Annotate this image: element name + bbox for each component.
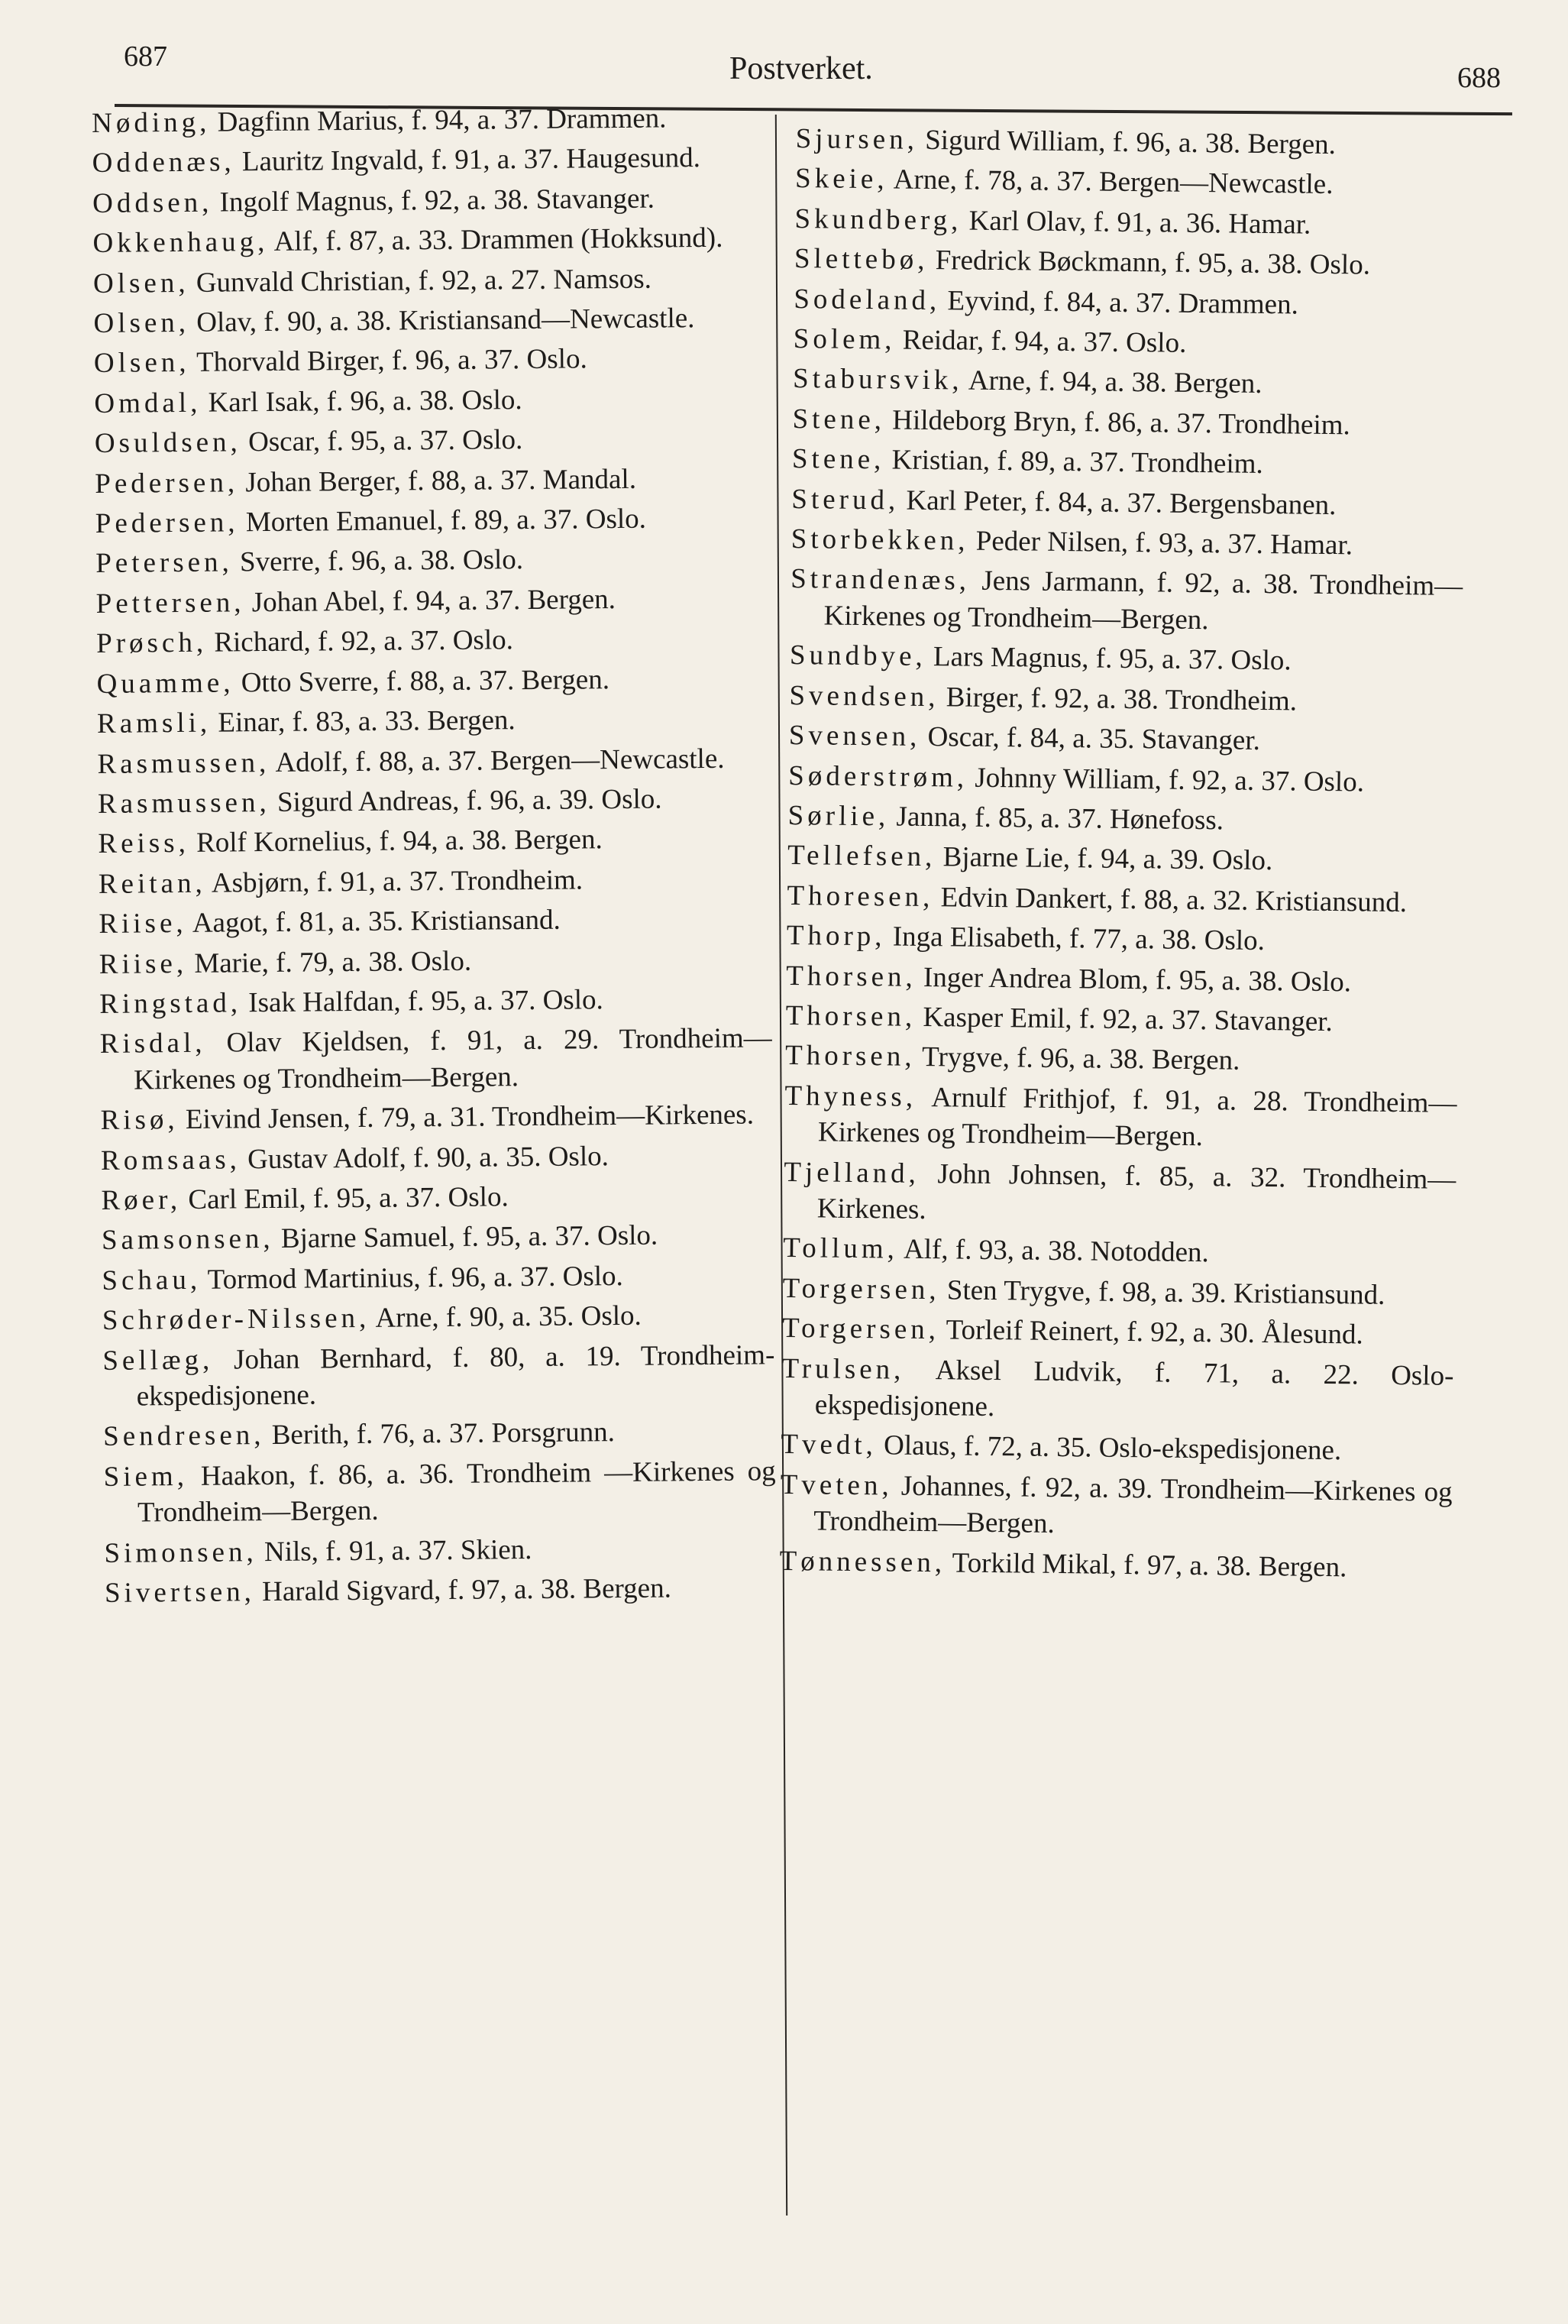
entry-details: Inga Elisabeth, f. 77, a. 38. Oslo. <box>885 921 1266 957</box>
entry-surname: Nøding, <box>92 106 211 139</box>
directory-entry <box>99 940 771 982</box>
entry-details: Gunvald Christian, f. 92, a. 27. Namsos. <box>189 263 652 299</box>
entry-surname: Sodeland, <box>794 283 941 316</box>
entry-details: Alf, f. 93, a. 38. Notodden. <box>897 1233 1210 1269</box>
directory-entry <box>790 561 1463 641</box>
directory-entry <box>92 99 764 141</box>
directory-entry <box>783 1230 1455 1274</box>
entry-surname: Pedersen, <box>95 507 239 540</box>
entry-surname: Risdal, <box>99 1028 206 1060</box>
directory-entry <box>103 1413 775 1455</box>
entry-details: Sverre, f. 96, a. 38. Oslo. <box>232 544 524 578</box>
entry-surname: Thorsen, <box>784 1040 916 1073</box>
entry-details: Kristian, f. 89, a. 37. Trondheim. <box>884 444 1264 481</box>
entry-details: Einar, f. 83, a. 33. Bergen. <box>210 704 516 739</box>
directory-entry <box>95 500 768 542</box>
directory-entry <box>786 957 1458 1001</box>
entry-details: Janna, f. 85, a. 37. Hønefoss. <box>889 801 1224 837</box>
entry-surname: Stene, <box>791 443 885 476</box>
entry-surname: Okkenhaug, <box>92 226 269 260</box>
entry-details: Carl Emil, f. 95, a. 37. Oslo. <box>181 1181 509 1215</box>
entry-surname: Osuldsen, <box>94 426 242 460</box>
left-column <box>92 99 777 1615</box>
entry-details: Ingolf Magnus, f. 92, a. 38. Stavanger. <box>212 183 655 218</box>
entry-surname: Ramsli, <box>96 707 212 740</box>
entry-details: Fredrick Bøckmann, f. 95, a. 38. Oslo. <box>928 244 1371 281</box>
entry-surname: Oddsen, <box>92 186 213 219</box>
entry-surname: Tollum, <box>783 1232 899 1265</box>
entry-surname: Stabursvik, <box>792 363 963 397</box>
entry-details: Johannes, f. 92, a. 39. Trondheim—Kirkenes og Trondheim—Bergen. <box>813 1470 1453 1540</box>
entry-surname: Pettersen, <box>95 587 245 620</box>
directory-entry <box>784 1078 1457 1158</box>
entry-details: Karl Peter, f. 84, a. 37. Bergensbanen. <box>899 484 1337 521</box>
entry-surname: Prøsch, <box>95 626 208 660</box>
entry-details: Johnny William, f. 92, a. 37. Oslo. <box>967 762 1365 798</box>
entry-surname: Samsonsen, <box>101 1223 274 1257</box>
entry-surname: Solem, <box>793 323 896 356</box>
entry-surname: Reiss, <box>98 827 190 860</box>
entry-details: Lars Magnus, f. 95, a. 37. Oslo. <box>926 641 1292 677</box>
directory-entry <box>97 700 769 742</box>
entry-surname: Strandenæs, <box>790 563 971 597</box>
entry-details: Johan Abel, f. 94, a. 37. Bergen. <box>244 583 616 619</box>
directory-entry <box>92 140 764 182</box>
entry-details: Karl Isak, f. 96, a. 38. Oslo. <box>201 384 522 419</box>
entry-surname: Thoresen, <box>787 879 934 913</box>
entry-details: Berith, f. 76, a. 37. Porsgrunn. <box>264 1416 616 1452</box>
entry-details: Lauritz Ingvald, f. 91, a. 37. Haugesund. <box>234 142 701 178</box>
entry-details: Oscar, f. 95, a. 37. Oslo. <box>241 424 523 458</box>
directory-entry <box>92 180 765 222</box>
entry-details: Sigurd William, f. 96, a. 38. Bergen. <box>917 124 1337 161</box>
directory-entry <box>104 1529 776 1571</box>
entry-details: Johan Bernhard, f. 80, a. 19. Trondheim-ekspedisjonene. <box>136 1338 775 1413</box>
entry-surname: Torgersen, <box>781 1313 940 1346</box>
entry-details: Aksel Ludvik, f. 71, a. 22. Oslo-ekspedisjonene. <box>814 1354 1454 1423</box>
directory-entry <box>794 201 1466 244</box>
directory-entry <box>787 918 1459 961</box>
directory-entry <box>99 900 771 942</box>
entry-surname: Røer, <box>101 1184 182 1216</box>
directory-entry <box>102 1217 774 1259</box>
directory-entry <box>793 321 1465 364</box>
entry-surname: Simonsen, <box>104 1536 257 1569</box>
directory-entry <box>102 1337 775 1415</box>
entry-details: Dagfinn Marius, f. 94, a. 37. Drammen. <box>210 102 667 138</box>
directory-entry <box>100 1096 772 1138</box>
directory-entry <box>94 380 766 422</box>
entry-details: Hildeborg Bryn, f. 86, a. 37. Trondheim. <box>884 404 1351 442</box>
entry-surname: Tellefsen, <box>787 840 936 873</box>
directory-entry <box>98 780 770 822</box>
entry-surname: Petersen, <box>95 546 234 580</box>
entry-details: Kasper Emil, f. 92, a. 37. Stavanger. <box>915 1001 1334 1037</box>
directory-entry <box>781 1426 1453 1470</box>
entry-surname: Pedersen, <box>95 466 239 500</box>
directory-entry <box>102 1296 774 1338</box>
directory-entry <box>99 980 771 1022</box>
directory-entry <box>95 420 767 462</box>
entry-surname: Stene, <box>792 403 886 436</box>
entry-details: Isak Halfdan, f. 95, a. 37. Oslo. <box>241 984 603 1019</box>
running-title: Postverket. <box>729 51 873 86</box>
entry-surname: Tjelland, <box>784 1156 920 1190</box>
entry-surname: Rasmussen, <box>97 746 270 780</box>
entry-surname: Sellæg, <box>102 1344 214 1377</box>
directory-entry <box>785 1037 1457 1081</box>
entry-details: Aagot, f. 81, a. 35. Kristiansand. <box>186 904 561 940</box>
entry-details: Arnulf Frithjof, f. 91, a. 28. Trondheim—Kirkenes og Trondheim—Bergen. <box>817 1081 1457 1153</box>
directory-entry <box>792 401 1464 445</box>
entry-details: Inger Andrea Blom, f. 95, a. 38. Oslo. <box>916 961 1352 998</box>
entry-surname: Søderstrøm, <box>788 759 968 794</box>
entry-surname: Torgersen, <box>782 1272 940 1306</box>
directory-entry <box>94 340 766 382</box>
entry-details: Olav Kjeldsen, f. 91, a. 29. Trondheim—Kirkenes og Trondheim—Bergen. <box>133 1022 772 1096</box>
entry-details: Morten Emanuel, f. 89, a. 37. Oslo. <box>238 503 647 539</box>
entry-details: John Johnsen, f. 85, a. 32. Trondheim—Kirkenes. <box>816 1157 1456 1225</box>
entry-surname: Omdal, <box>94 387 202 419</box>
entry-surname: Svendsen, <box>789 679 939 713</box>
entry-surname: Reitan, <box>98 867 206 900</box>
entry-surname: Tønnessen, <box>779 1545 946 1578</box>
entry-details: Reidar, f. 94, a. 37. Oslo. <box>895 324 1187 359</box>
entry-surname: Trulsen, <box>781 1352 905 1386</box>
directory-entry <box>794 281 1466 325</box>
directory-entry <box>787 798 1460 841</box>
directory-entry <box>95 460 767 502</box>
entry-surname: Thorsen, <box>785 999 917 1033</box>
directory-entry <box>95 580 768 622</box>
entry-details: Torleif Reinert, f. 92, a. 30. Ålesund. <box>939 1314 1363 1351</box>
page-header <box>0 0 1568 115</box>
entry-surname: Sivertsen, <box>104 1576 256 1609</box>
directory-entry <box>782 1310 1454 1354</box>
entry-surname: Riise, <box>99 908 187 940</box>
entry-details: Torkild Mikal, f. 97, a. 38. Bergen. <box>945 1546 1347 1583</box>
entry-details: Olav, f. 90, a. 38. Kristiansand—Newcastle. <box>189 303 695 338</box>
entry-surname: Skeie, <box>794 163 888 196</box>
entry-surname: Romsaas, <box>100 1143 241 1177</box>
directory-entry <box>781 1350 1454 1430</box>
entry-details: Asbjørn, f. 91, a. 37. Trondheim. <box>205 864 584 899</box>
entry-surname: Tvedt, <box>781 1429 878 1461</box>
entry-details: Arne, f. 94, a. 38. Bergen. <box>962 364 1262 400</box>
directory-entry <box>93 299 765 341</box>
directory-entry <box>784 1154 1456 1234</box>
directory-entry <box>93 260 765 302</box>
entry-details: Edvin Dankert, f. 88, a. 32. Kristiansund. <box>933 881 1408 918</box>
entry-surname: Skundberg, <box>794 202 962 237</box>
page-number-right: 688 <box>1457 62 1501 94</box>
directory-entry <box>791 521 1463 565</box>
entry-surname: Svensen, <box>788 720 921 753</box>
entry-details: Sigurd Andreas, f. 96, a. 39. Oslo. <box>270 783 662 818</box>
directory-entry <box>785 998 1457 1041</box>
directory-entry <box>788 757 1460 801</box>
entry-details: Marie, f. 79, a. 38. Oslo. <box>186 945 472 979</box>
entry-details: Bjarne Lie, f. 94, a. 39. Oslo. <box>936 841 1273 877</box>
directory-entry <box>795 160 1467 204</box>
entry-details: Adolf, f. 88, a. 37. Bergen—Newcastle. <box>270 743 725 778</box>
directory-entry <box>92 220 765 262</box>
entry-details: Gustav Adolf, f. 90, a. 35. Oslo. <box>240 1140 609 1175</box>
entry-details: Peder Nilsen, f. 93, a. 37. Hamar. <box>968 525 1353 562</box>
entry-details: Richard, f. 92, a. 37. Oslo. <box>206 624 514 659</box>
directory-entry <box>782 1270 1454 1314</box>
entry-details: Thorvald Birger, f. 96, a. 37. Oslo. <box>189 343 587 379</box>
directory-entry <box>795 121 1467 164</box>
directory-entry <box>789 678 1461 721</box>
entry-surname: Sjursen, <box>795 122 919 156</box>
directory-entry <box>101 1137 773 1179</box>
entry-details: Nils, f. 91, a. 37. Skien. <box>257 1533 532 1568</box>
directory-entry <box>98 821 770 863</box>
directory-entry <box>99 860 771 902</box>
entry-details: Oscar, f. 84, a. 35. Stavanger. <box>920 721 1261 757</box>
entry-details: Alf, f. 87, a. 33. Drammen (Hokksund). <box>268 222 723 258</box>
entry-details: Karl Olav, f. 91, a. 36. Hamar. <box>962 205 1311 241</box>
directory-entry <box>794 241 1466 284</box>
entry-surname: Riise, <box>99 947 188 980</box>
entry-details: Rolf Kornelius, f. 94, a. 38. Bergen. <box>189 824 603 859</box>
directory-entry <box>790 637 1462 681</box>
entry-surname: Storbekken, <box>790 523 969 557</box>
entry-details: Arne, f. 78, a. 37. Bergen—Newcastle. <box>887 163 1334 201</box>
directory-entry <box>103 1453 776 1531</box>
directory-entry <box>97 740 769 782</box>
entry-details: Haakon, f. 86, a. 36. Trondheim —Kirkenes og Trondheim—Bergen. <box>137 1455 776 1529</box>
entry-surname: Tveten, <box>780 1468 893 1502</box>
directory-entry <box>792 441 1464 484</box>
entry-surname: Slettebø, <box>794 243 929 277</box>
entry-details: Johan Berger, f. 88, a. 37. Mandal. <box>238 463 637 498</box>
page-number-left: 687 <box>124 40 167 73</box>
entry-surname: Rasmussen, <box>97 786 270 820</box>
entry-surname: Sundbye, <box>789 639 927 673</box>
directory-entry <box>95 540 768 582</box>
entry-details: Olaus, f. 72, a. 35. Oslo-ekspedisjonene. <box>876 1429 1342 1467</box>
entry-details: Eyvind, f. 84, a. 37. Drammen. <box>940 284 1299 321</box>
entry-surname: Olsen, <box>93 306 190 340</box>
entry-surname: Ringstad, <box>99 987 242 1020</box>
entry-details: Eivind Jensen, f. 79, a. 31. Trondheim—Kirkenes. <box>178 1099 755 1136</box>
entry-surname: Thorsen, <box>786 960 917 993</box>
directory-entry <box>789 717 1461 761</box>
entry-surname: Thyness, <box>784 1079 917 1113</box>
directory-entry <box>787 878 1459 921</box>
entry-details: Harald Sigvard, f. 97, a. 38. Bergen. <box>254 1572 672 1608</box>
directory-entry <box>780 1467 1453 1547</box>
entry-surname: Olsen, <box>93 347 190 380</box>
directory-entry <box>96 620 768 662</box>
directory-entry <box>102 1257 774 1299</box>
entry-details: Tormod Martinius, f. 96, a. 37. Oslo. <box>200 1260 623 1296</box>
entry-surname: Sterud, <box>791 483 900 516</box>
entry-details: Trygve, f. 96, a. 38. Bergen. <box>915 1041 1240 1077</box>
entry-details: Arne, f. 90, a. 35. Oslo. <box>370 1300 642 1335</box>
entry-surname: Risø, <box>100 1104 179 1137</box>
entry-details: Birger, f. 92, a. 38. Trondheim. <box>939 681 1298 717</box>
entry-details: Bjarne Samuel, f. 95, a. 37. Oslo. <box>273 1219 658 1255</box>
entry-surname: Siem, <box>103 1460 189 1493</box>
entry-details: Sten Trygve, f. 98, a. 39. Kristiansund. <box>939 1274 1385 1311</box>
entry-surname: Oddenæs, <box>92 146 235 180</box>
entry-surname: Schau, <box>102 1264 202 1296</box>
entry-details: Otto Sverre, f. 88, a. 37. Bergen. <box>234 663 610 699</box>
directory-entry <box>101 1177 773 1219</box>
entry-surname: Sendresen, <box>103 1419 265 1453</box>
entry-surname: Thorp, <box>786 920 886 953</box>
directory-entry <box>791 481 1463 525</box>
entry-details: Jens Jarmann, f. 92, a. 38. Trondheim—Kirkenes og Trondheim—Bergen. <box>823 565 1463 636</box>
directory-entry <box>787 837 1460 881</box>
entry-surname: Quamme, <box>96 667 234 700</box>
directory-entry <box>96 660 768 702</box>
right-column <box>779 121 1468 1591</box>
entry-surname: Schrøder-Nilssen, <box>102 1303 370 1337</box>
directory-entry <box>105 1569 777 1611</box>
directory-entry <box>779 1543 1451 1587</box>
directory-entry <box>100 1021 773 1099</box>
directory-entry <box>793 361 1465 404</box>
entry-surname: Olsen, <box>92 267 189 299</box>
entry-surname: Sørlie, <box>787 799 890 833</box>
